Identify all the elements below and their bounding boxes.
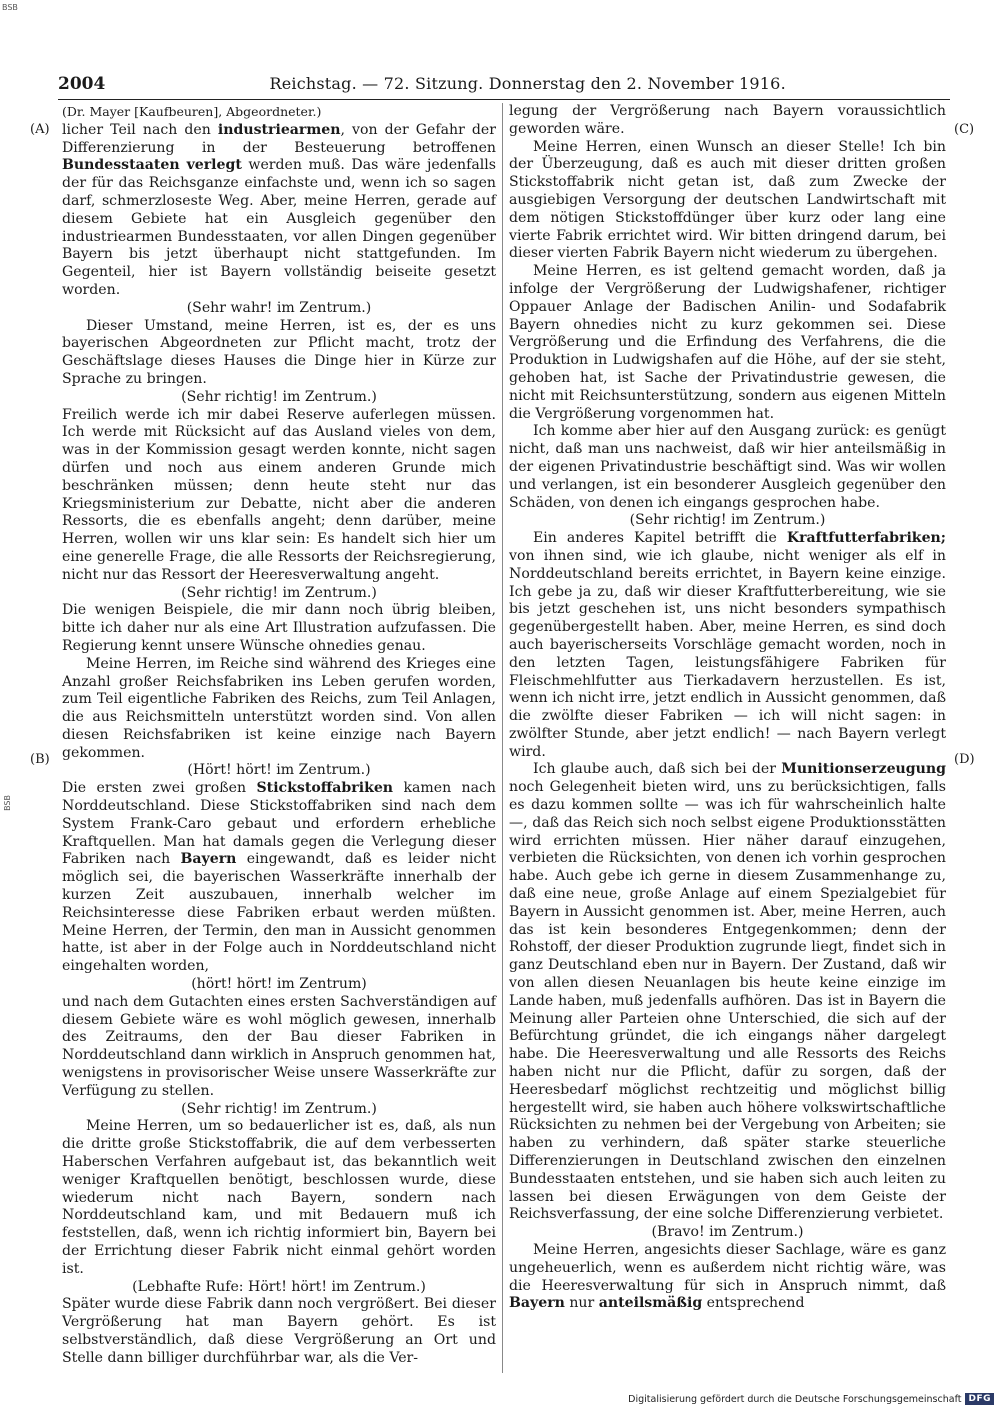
funding-footer [628, 1393, 994, 1405]
page-number: 2004 [58, 74, 106, 94]
emphasis: Bayern [509, 1295, 565, 1312]
header-rule [58, 99, 950, 100]
interjection: (Lebhafte Rufe: Hört! hört! im Zentrum.) [132, 1278, 426, 1295]
paragraph: Meine Herren, angesichts dieser Sachlage, wäre es ganz ungeheuerlich, wenn es außerdem nicht richtig wäre, was die Heeresverwaltung für sich in Anspruch nimmt, daß Bayern nur anteilsmäßig entsprechend [509, 1242, 946, 1312]
library-mark: BSB [2, 3, 18, 12]
column-divider [502, 103, 503, 1373]
margin-marker-b: (B) [30, 752, 50, 767]
paragraph: Meine Herren, um so bedauerlicher ist es, daß, als nun die dritte große Stickstoffabrik, die auf dem verbesserten Haberschen Verfahren aufgebaut ist, das bekanntlich weit weniger Kraftquellen benötigt, beschlossen wurde, diese wiederum nicht nach Bayern, sondern nach Norddeutschland kam, und mit Bedauern muß ich feststellen, daß, wenn ich richtig informiert bin, Bayern bei der Errichtung dieser Fabrik nicht einmal gehört worden ist. [62, 1118, 496, 1277]
left-column [62, 103, 496, 1368]
emphasis: Bundesstaaten verlegt [62, 157, 242, 174]
right-column [509, 103, 946, 1313]
paragraph: Ein anderes Kapitel betrifft die Kraftfutterfabriken; von ihnen sind, wie ich glaube, nicht weniger als elf in Norddeutschland bereits errichtet, in Bayern keine einzige. Ich gebe ja zu, daß wir dieser Kraftfutterbereitung, wie sie bis jetzt geschehen ist, uns nicht besonders sympathisch gegenübergestellt haben. Aber, meine Herren, es sind doch auch bayerischerseits Vorschläge gemacht worden, noch in den letzten Tagen, leistungsfähigere Fabriken für Fleischmehlfutter aus Tierkadavern herzustellen. Es ist, wenn ich nicht irre, jetzt endlich in Aussicht genommen, daß die zwölfte dieser Fabriken — ich will nicht sagen: in zwölfter Stunde, aber jetzt endlich! — nach Bayern verlegt wird. [509, 530, 946, 760]
interjection: (Sehr richtig! im Zentrum.) [181, 388, 377, 405]
paragraph: legung der Vergrößerung nach Bayern voraussichtlich geworden wäre. [509, 103, 946, 137]
running-title: Reichstag. — 72. Sitzung. Donnerstag den 2. November 1916. [269, 74, 786, 93]
paragraph: Ich glaube auch, daß sich bei der Munitionserzeugung noch Gelegenheit bieten wird, uns zu berücksichtigen, falls es dazu kommen sollte — was ich für wahrscheinlich halte —, daß das Reich sich noch selbst eigene Produktionsstätten wird errichten müssen. Hier näher darauf einzugehen, verbieten die Rücksichten, von denen ich vorhin gesprochen habe. Auch gebe ich gerne in diesem Zusammenhange zu, daß eine neue, große Anlage auf einem Spezialgebiet für Bayern in Aussicht genommen ist. Aber, meine Herren, auch das ist kein besonderes Entgegenkommen; denn der Rohstoff, der dieser Produktion zugrunde liegt, findet sich in ganz Deutschland eben nur in Bayern. Der Zustand, daß wir von allen diesen Neuanlagen bis heute keine einzige im Lande haben, muß jedenfalls aufhören. Das ist in Bayern die Meinung aller Parteien ohne Unterschied, die sich auf der Befürchtung gründet, die ich eingangs näher dargelegt habe. Die Heeresverwaltung und alle Ressorts des Reichs haben nicht nur die Pflicht, dafür zu sorgen, daß der Heeresbedarf möglichst rechtzeitig und möglichst billig hergestellt wird, sie haben auch höhere volkswirtschaftliche Rücksichten zu nehmen bei der Vergebung von Arbeiten; sie haben zu verhindern, daß später starke steuerliche Differenzierungen in Deutschland zwischen den einzelnen Bundesstaaten entstehen, und sie haben sich auch leiten zu lassen bei diesen Erwägungen von dem Geiste der Reichsverfassung, der eine solche Differenzierung verbietet. [509, 761, 946, 1223]
speaker-line: (Dr. Mayer [Kaufbeuren], Abgeordneter.) [62, 104, 322, 119]
emphasis: industriearmen [217, 121, 341, 138]
interjection: (hört! hört! im Zentrum) [191, 976, 367, 993]
emphasis: Kraftfutterfabriken; [786, 530, 946, 547]
dfg-logo: DFG [965, 1393, 994, 1405]
paragraph: Später wurde diese Fabrik dann noch vergrößert. Bei dieser Vergrößerung hat man Bayern gehört. Es ist selbstverständlich, daß diese Vergrößerung an Ort und Stelle dann billiger durchführbar war, als die Ver- [62, 1296, 496, 1366]
emphasis: anteilsmäßig [598, 1295, 703, 1312]
paragraph: Die wenigen Beispiele, die mir dann noch übrig bleiben, bitte ich daher nur als eine Art Illustration aufzufassen. Die Regierung kennt unsere Wünsche ohnedies genau. [62, 602, 496, 654]
paragraph: Dieser Umstand, meine Herren, ist es, der es uns bayerischen Abgeordneten zur Pflicht macht, trotz der Geschäftslage dieses Hauses die Dinge hier in Kürze zur Sprache zu bringen. [62, 317, 496, 387]
paragraph: Freilich werde ich mir dabei Reserve auferlegen müssen. Ich werde mit Rücksicht auf das Ausland vieles von dem, was in der Kommission gesagt werden konnte, nicht sagen dürfen und noch aus einem anderen Grunde mich beschränken müssen; denn heute steht nur das Kriegsministerium zur Debatte, nicht aber die anderen Ressorts, die es ebenfalls angeht; denn darüber, meine Herren, wollen wir uns klar sein: Es handelt sich hier um eine generelle Frage, die alle Ressorts der Reichsregierung, nicht nur das Ressort der Heeresverwaltung angeht. [62, 406, 496, 583]
interjection: (Sehr richtig! im Zentrum.) [629, 512, 826, 529]
emphasis: Stickstoffabriken [256, 780, 394, 797]
interjection: (Sehr richtig! im Zentrum.) [181, 584, 377, 601]
margin-marker-a: (A) [30, 122, 50, 137]
interjection: (Sehr richtig! im Zentrum.) [181, 1100, 377, 1117]
paragraph: Meine Herren, es ist geltend gemacht worden, daß ja infolge der Vergrößerung der Ludwigshafener, richtiger Oppauer Anlage der Badischen Anilin- und Sodafabrik Bayern ohnedies nicht zu kurz gekommen sei. Diese Vergrößerung und die Erfindung des Verfahrens, die die Produktion in Ludwigshafen auf die Höhe, auf der sie steht, gehoben hat, ist Sache der Privatindustrie gewesen, die nicht mit Reichsunterstützung, sondern aus eigenen Mitteln die Vergrößerung vorgenommen hat. [509, 263, 946, 422]
footer-text: Digitalisierung gefördert durch die Deutsche Forschungsgemeinschaft [628, 1393, 962, 1405]
emphasis: Bayern [180, 851, 237, 868]
paragraph: und nach dem Gutachten eines ersten Sachverständigen auf diesem Gebiete wäre es wohl möglich gewesen, innerhalb des Zeitraums, den der Bau dieser Fabriken in Norddeutschland dann wirklich in Anspruch genommen hat, wenigstens in provisorischer Weise unsere Wasserkräfte zur Verfügung zu stellen. [62, 993, 496, 1099]
library-mark-side: BSB [3, 795, 12, 811]
paragraph: Meine Herren, im Reiche sind während des Krieges eine Anzahl großer Reichsfabriken ins Leben gerufen worden, zum Teil eigentliche Fabriken des Reichs, zum Teil Anlagen, die aus Reichsmitteln unterstützt worden sind. Von allen diesen Reichsfabriken ist keine einzige nach Bayern gekommen. [62, 655, 496, 761]
margin-marker-d: (D) [954, 752, 975, 767]
interjection: (Sehr wahr! im Zentrum.) [186, 299, 372, 316]
page-header [58, 74, 950, 96]
paragraph: Ich komme aber hier auf den Ausgang zurück: es genügt nicht, daß man uns nachweist, daß wir hier anteilsmäßig in der eigenen Privatindustrie beschäftigt sind. Was wir wollen und verlangen, ist ein besonderer Ausgleich gegenüber den Schäden, von denen ich eingangs gesprochen habe. [509, 423, 946, 511]
paragraph: Meine Herren, einen Wunsch an dieser Stelle! Ich bin der Überzeugung, daß es auch mit dieser dritten großen Stickstoffabrik nicht getan ist, daß zum Zwecke der ausgiebigen Versorgung der deutschen Landwirtschaft mit dem nötigen Stickstoffdünger über kurz oder lang eine vierte Fabrik errichtet wird. Wir bitten dringend darum, bei dieser vierten Fabrik Bayern nicht wiederum zu übergehen. [509, 138, 946, 262]
paragraph: licher Teil nach den industriearmen, von der Gefahr der Differenzierung in der Besteuerung betroffenen Bundesstaaten verlegt werden muß. Das wäre jedenfalls der für das Reichsganze einfachste und, wenn ich so sagen darf, schmerzloseste Weg. Aber, meine Herren, gerade auf diesem Gebiete hat ein Ausgleich gegenüber den industriearmen Bundesstaaten, vor allen Dingen gegenüber Bayern bis jetzt überhaupt nicht stattgefunden. Im Gegenteil, hier ist Bayern vollständig beiseite gesetzt worden. [62, 121, 496, 298]
paragraph: Die ersten zwei großen Stickstoffabriken kamen nach Norddeutschland. Diese Stickstoffabriken sind nach dem System Frank-Caro gebaut und erfordern erhebliche Kraftquellen. Man hat damals gegen die Verlegung dieser Fabriken nach Bayern eingewandt, daß es leider nicht möglich sei, die bayerischen Wasserkräfte innerhalb der kurzen Zeit auszubauen, innerhalb welcher im Reichsinteresse diese Fabriken erbaut werden müßten. Meine Herren, der Termin, den man in Aussicht genommen hatte, ist aber in der Folge auch in Norddeutschland nicht eingehalten worden, [62, 780, 497, 975]
interjection: (Bravo! im Zentrum.) [651, 1224, 804, 1241]
interjection: (Hört! hört! im Zentrum.) [187, 762, 371, 779]
margin-marker-c: (C) [954, 122, 975, 137]
emphasis: Munitionserzeugung [781, 761, 946, 778]
